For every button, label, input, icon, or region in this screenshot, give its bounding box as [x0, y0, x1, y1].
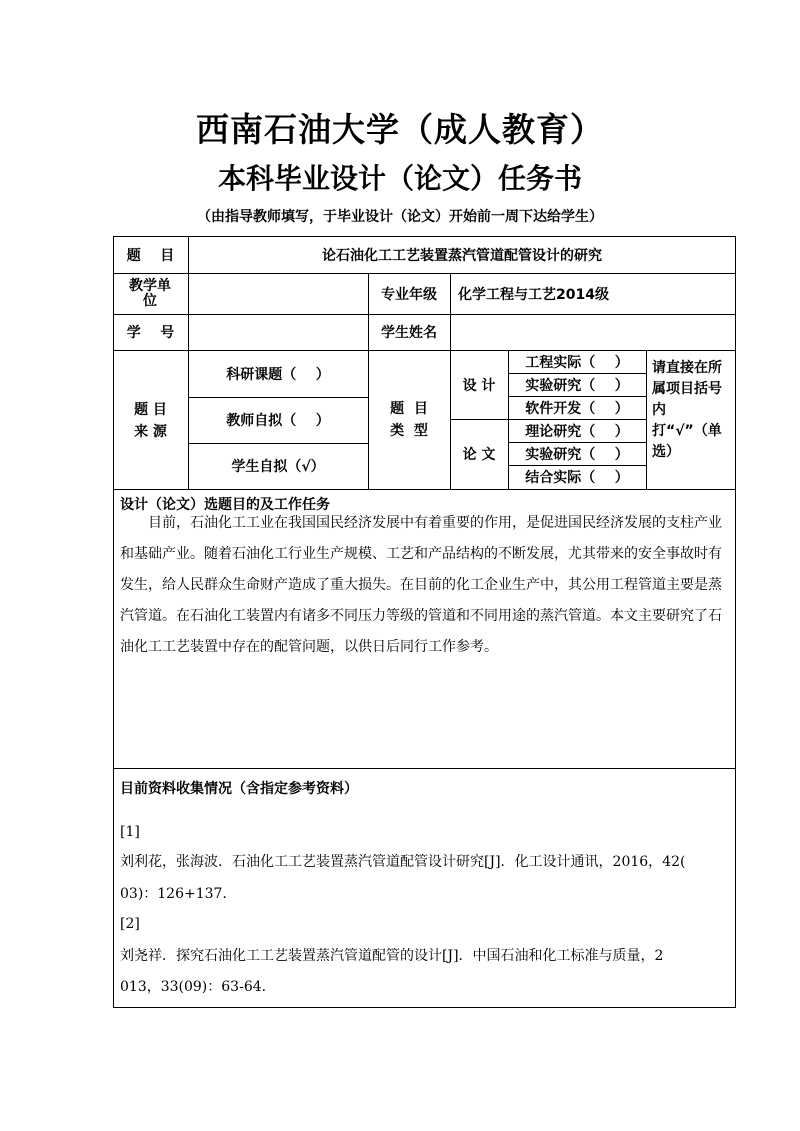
- thesis-practice: 结合实际（ ）: [525, 470, 629, 486]
- topic-value: 论石油化工工艺装置蒸汽管道配管设计的研究: [322, 247, 602, 264]
- doc-subtitle: 本科毕业设计（论文）任务书: [217, 162, 582, 195]
- thesis-experiment: 实验研究（ ）: [525, 446, 629, 463]
- major-value: 化学工程与工艺2014级: [458, 286, 609, 303]
- ref-1-line-1: 刘利花，张海波．石油化工工艺装置蒸汽管道配管设计研究[J]．化工设计通讯，2016，42(: [120, 854, 686, 870]
- type-label-1: 题 目: [390, 401, 428, 417]
- source-research: 科研课题（ ）: [226, 366, 330, 383]
- row-line: [113, 768, 736, 769]
- thesis-theory: 理论研究（ ）: [525, 423, 629, 440]
- design-experiment: 实验研究（ ）: [525, 377, 629, 394]
- task-heading: 设计（论文）选题目的及工作任务: [120, 497, 330, 513]
- ref-2-number: [2]: [120, 916, 140, 932]
- source-label-2: 来 源: [134, 424, 167, 440]
- student-id-label: 学 号: [126, 325, 175, 341]
- unit-label: 教学单位: [129, 277, 171, 309]
- refs-heading: 目前资料收集情况（含指定参考资料）: [120, 781, 358, 797]
- ref-2-line-1: 刘尧祥．探究石油化工工艺装置蒸汽管道配管的设计[J]．中国石油和化工标准与质量，2: [120, 948, 664, 964]
- select-hint: 请直接在所属项目括号内打“√”（单选）: [652, 360, 722, 460]
- ref-2-line-2: 013，33(09)：63-64．: [120, 979, 276, 995]
- thesis-label: 论 文: [462, 447, 496, 463]
- doc-note: （由指导教师填写，于毕业设计（论文）开始前一周下达给学生）: [197, 209, 603, 225]
- source-label-1: 题 目: [134, 402, 167, 418]
- source-teacher: 教师自拟（ ）: [226, 413, 330, 429]
- type-label-2: 类 型: [390, 423, 428, 439]
- ref-1-line-2: 03)：126+137．: [120, 886, 237, 902]
- major-label: 专业年级: [381, 286, 437, 303]
- design-label: 设 计: [462, 377, 496, 394]
- design-software: 软件开发（ ）: [525, 400, 629, 417]
- task-body: 目前，石油化工工业在我国国民经济发展中有着重要的作用，是促进国民经济发展的支柱产业和基础产业。随着石油化工行业生产规模、工艺和产品结构的不断发展，尤其带来的安全事故时有发生，给人民群众生命财产造成了重大损失。在目前的化工企业生产中，其公用工程管道主要是蒸汽管道。在石油化工装置内有诸多不同压力等级的管道和不同用途的蒸汽管道。本文主要研究了石油化工工艺装置中存在的配管问题，以供日后同行工作参考。: [120, 515, 722, 655]
- col-line: [646, 350, 647, 489]
- ref-1-number: [1]: [120, 824, 140, 840]
- row-line: [113, 489, 736, 490]
- design-engineering: 工程实际（ ）: [525, 354, 629, 371]
- student-name-label: 学生姓名: [381, 325, 437, 341]
- doc-title: 西南石油大学（成人教育）: [196, 110, 604, 149]
- topic-label: 题 目: [126, 247, 175, 264]
- source-student: 学生自拟（√）: [231, 459, 325, 475]
